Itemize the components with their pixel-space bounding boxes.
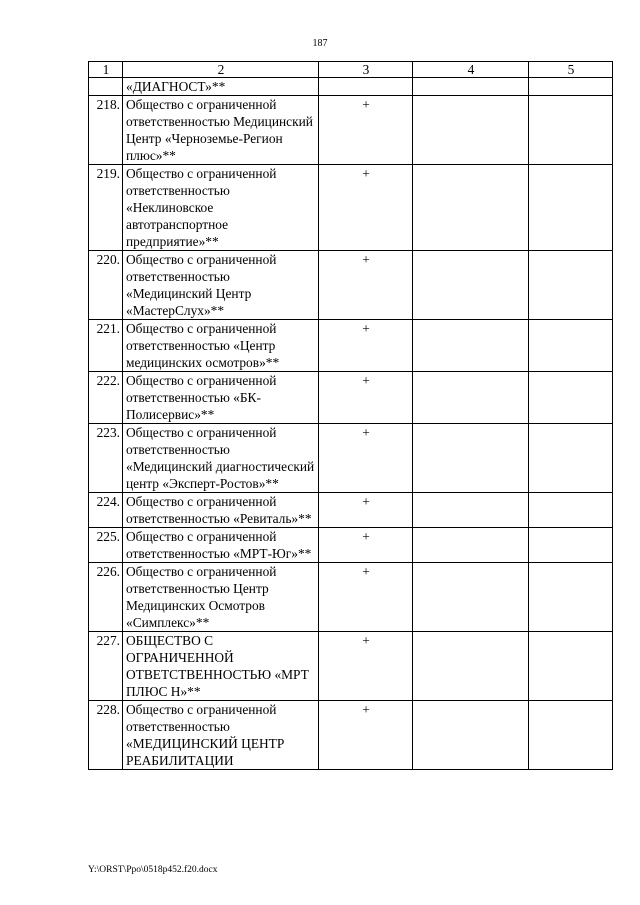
table-row <box>89 563 613 632</box>
column-5-cell <box>529 251 613 320</box>
row-number-cell <box>89 78 123 96</box>
organization-name-cell: Общество с ограниченной ответственностью Медицинский Центр «Черноземье-Регион плюс»** <box>123 96 319 165</box>
page-number: 187 <box>312 38 328 49</box>
column-5-cell <box>529 320 613 372</box>
table-row <box>89 424 613 493</box>
column-4-cell <box>413 320 529 372</box>
document-table <box>88 61 613 770</box>
column-5-cell <box>529 96 613 165</box>
row-number-cell: 223. <box>89 424 123 493</box>
column-5-cell <box>529 78 613 96</box>
row-number-cell: 221. <box>89 320 123 372</box>
column-3-cell: + <box>319 528 413 563</box>
row-number-cell: 228. <box>89 701 123 770</box>
column-3-cell: + <box>319 493 413 528</box>
row-number-cell: 224. <box>89 493 123 528</box>
column-3-cell: + <box>319 372 413 424</box>
table-row <box>89 251 613 320</box>
column-4-cell <box>413 78 529 96</box>
column-4-cell <box>413 563 529 632</box>
column-3-cell: + <box>319 632 413 701</box>
table-row <box>89 372 613 424</box>
organization-name-cell: Общество с ограниченной ответственностью «Ревиталь»** <box>123 493 319 528</box>
table-row <box>89 632 613 701</box>
organization-name-cell: Общество с ограниченной ответственностью «МЕДИЦИНСКИЙ ЦЕНТР РЕАБИЛИТАЦИИ <box>123 701 319 770</box>
organization-name-cell: Общество с ограниченной ответственностью «Центр медицинских осмотров»** <box>123 320 319 372</box>
column-header: 2 <box>123 62 319 78</box>
column-4-cell <box>413 424 529 493</box>
column-3-cell: + <box>319 563 413 632</box>
organization-name-cell: ОБЩЕСТВО С ОГРАНИЧЕННОЙ ОТВЕТСТВЕННОСТЬЮ «МРТ ПЛЮС Н»** <box>123 632 319 701</box>
column-3-cell: + <box>319 251 413 320</box>
table-row-continuation <box>89 78 613 96</box>
row-number-cell: 222. <box>89 372 123 424</box>
column-header: 4 <box>413 62 529 78</box>
column-5-cell <box>529 493 613 528</box>
table-row <box>89 528 613 563</box>
table-row <box>89 165 613 251</box>
organization-name-cell: Общество с ограниченной ответственностью «Медицинский диагностический центр «Эксперт-Ростов»** <box>123 424 319 493</box>
column-4-cell <box>413 251 529 320</box>
column-header: 5 <box>529 62 613 78</box>
table-row <box>89 320 613 372</box>
file-path-footer: Y:\ORST\Ppo\0518p452.f20.docx <box>88 865 218 875</box>
column-3-cell: + <box>319 96 413 165</box>
column-header: 3 <box>319 62 413 78</box>
column-3-cell: + <box>319 424 413 493</box>
column-5-cell <box>529 528 613 563</box>
table-header-row <box>89 62 613 78</box>
column-4-cell <box>413 632 529 701</box>
row-number-cell: 220. <box>89 251 123 320</box>
column-3-cell <box>319 78 413 96</box>
organization-name-cell: «ДИАГНОСТ»** <box>123 78 319 96</box>
column-5-cell <box>529 632 613 701</box>
organization-name-cell: Общество с ограниченной ответственностью «БК-Полисервис»** <box>123 372 319 424</box>
row-number-cell: 227. <box>89 632 123 701</box>
column-5-cell <box>529 372 613 424</box>
column-4-cell <box>413 701 529 770</box>
column-3-cell: + <box>319 320 413 372</box>
organization-name-cell: Общество с ограниченной ответственностью «Неклиновское автотранспортное предприятие»** <box>123 165 319 251</box>
column-5-cell <box>529 424 613 493</box>
column-4-cell <box>413 528 529 563</box>
row-number-cell: 226. <box>89 563 123 632</box>
organization-name-cell: Общество с ограниченной ответственностью «МРТ-Юг»** <box>123 528 319 563</box>
organization-name-cell: Общество с ограниченной ответственностью «Медицинский Центр «МастерСлух»** <box>123 251 319 320</box>
column-5-cell <box>529 563 613 632</box>
row-number-cell: 218. <box>89 96 123 165</box>
table-row <box>89 96 613 165</box>
column-4-cell <box>413 165 529 251</box>
organization-name-cell: Общество с ограниченной ответственностью Центр Медицинских Осмотров «Симплекс»** <box>123 563 319 632</box>
column-header: 1 <box>89 62 123 78</box>
table-row <box>89 493 613 528</box>
column-5-cell <box>529 165 613 251</box>
column-4-cell <box>413 493 529 528</box>
column-3-cell: + <box>319 701 413 770</box>
column-4-cell <box>413 96 529 165</box>
column-4-cell <box>413 372 529 424</box>
table-row <box>89 701 613 770</box>
row-number-cell: 225. <box>89 528 123 563</box>
row-number-cell: 219. <box>89 165 123 251</box>
column-3-cell: + <box>319 165 413 251</box>
column-5-cell <box>529 701 613 770</box>
